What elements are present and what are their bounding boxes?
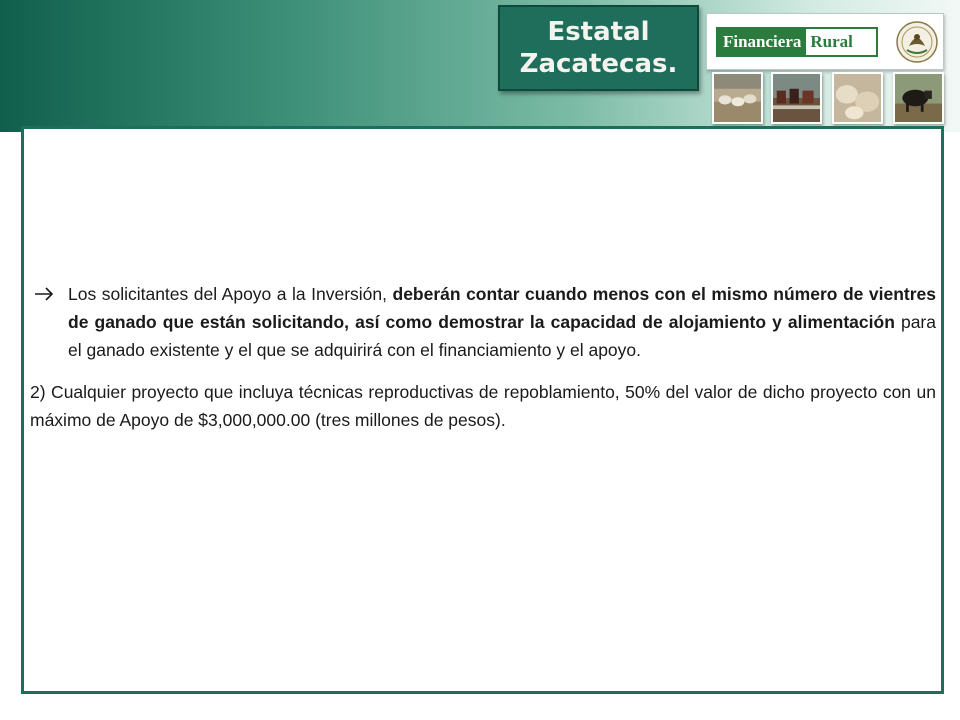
logo-word-financiera: Financiera bbox=[718, 29, 806, 55]
bullet-item bbox=[30, 280, 936, 364]
paragraph-2: 2) Cualquier proyecto que incluya técnicas reproductivas de repoblamiento, 50% del valor de dicho proyecto con un máximo de Apoyo de $3,000,000.00 (tres millones de pesos). bbox=[30, 382, 936, 430]
photo-strip bbox=[712, 72, 944, 126]
national-seal-icon bbox=[895, 20, 939, 64]
bullet-text-plain-2: para el ganado existente y el que se adquirirá con el financiamiento y el apoyo. bbox=[68, 312, 936, 360]
photo-sheep-closeup bbox=[832, 72, 883, 124]
photo-dark-cattle bbox=[893, 72, 944, 124]
arrow-right-icon bbox=[32, 280, 56, 308]
bullet-text-plain-1: Los solicitantes del Apoyo a la Inversión, bbox=[68, 284, 393, 304]
page-title: Estatal Zacatecas. bbox=[519, 17, 678, 79]
financiera-rural-logo-panel bbox=[706, 13, 944, 70]
body-text bbox=[30, 280, 936, 434]
logo-word-rural: Rural bbox=[810, 32, 853, 51]
bullet-text-bold: deberán contar cuando menos con el mismo número de vientres de ganado que están solicitando, así como demostrar la capacidad de alojamiento y alimentación bbox=[68, 284, 936, 332]
photo-cattle-feeding bbox=[771, 72, 822, 124]
financiera-rural-logo bbox=[716, 27, 878, 57]
title-box bbox=[498, 5, 699, 91]
photo-sheep-pen bbox=[712, 72, 763, 124]
